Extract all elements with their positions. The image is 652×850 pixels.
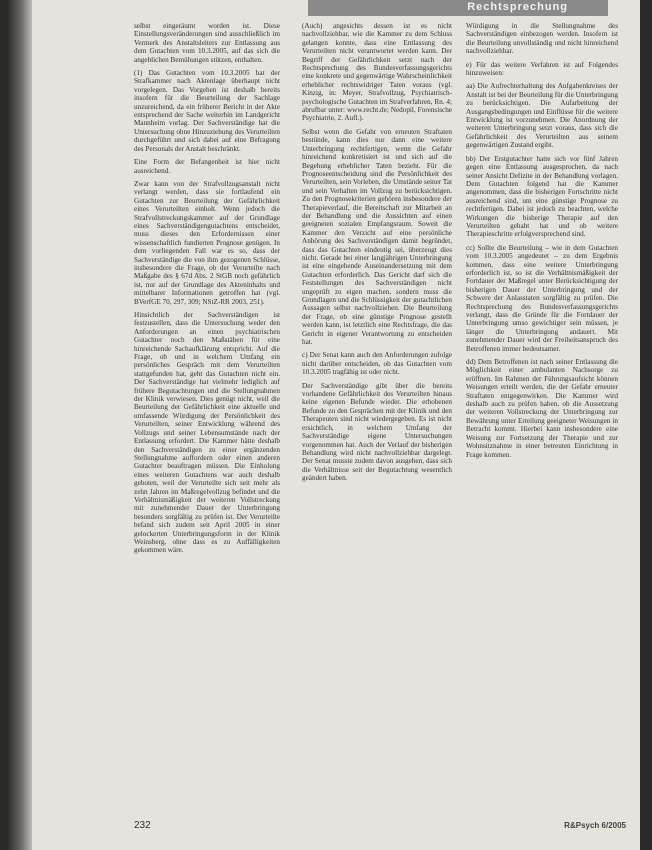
running-head (308, 0, 608, 16)
text-column-2 (302, 22, 452, 812)
paragraph: Selbst wenn die Gefahr von erneuten Straftaten bestünde, kann dies nur dann eine weitere Unterbringung rechtfertigen, wenn die Gefahr hinreichend konkretisiert ist und sich auf die Begehung erheblicher Taten bezieht. Für die Prognoseentscheidung sind die Persönlichkeit des Verurteilten, sein Vorleben, die Umstände seiner Tat und sein Verhalten im Vollzug zu berücksichtigen. Zu den Prognosekriterien gehören insbesondere der Therapieverlauf, die Bereitschaft zur Mitarbeit an der Behandlung und die Aussichten auf einen geeigneten sozialen Empfangsraum. Soweit die Kammer den Verzicht auf eine persönliche Anhörung des Sachverständigen damit begründet, dass das Gutachten eindeutig sei, überzeugt dies nicht. Gerade bei einer langjährigen Unterbringung ist eine eingehende Auseinandersetzung mit dem Gutachten erforderlich. Das Gericht darf sich die Feststellungen des Sachverständigen nicht ungeprüft zu eigen machen, sondern muss die Grundlagen und die Schlüssigkeit der gutachtlichen Aussagen selbst nachvollziehen. Die Beurteilung der Frage, ob eine günstige Prognose gestellt werden kann, ist letztlich eine Rechtsfrage, die das Gericht in eigener Verantwortung zu entscheiden hat. (302, 127, 452, 347)
paragraph: aa) Die Aufrechterhaltung des Aufgabenkreises der Anstalt ist bei der Beurteilung für die Unterbringung zu berücksichtigen. Die Aufarbeitung der Ausgangsbedingungen und Einflüsse für die weitere Entwicklung ist vorzunehmen. Die Anordnung der weiteren Unterbringung setzt voraus, dass sich die Gefährlichkeit des Verurteilten aus seinem gegenwärtigen Zustand ergibt. (466, 82, 618, 150)
text-column-1 (134, 22, 280, 812)
paragraph: bb) Der Erstgutachter hatte sich vor fünf Jahren gegen eine Entlassung ausgesprochen, da nach seiner Ansicht Defizite in der Behandlung vorlagen. Dem Gutachten folgend hat die Kammer angenommen, dass die bisherigen Fortschritte nicht ausreichend sind, um eine günstige Prognose zu rechtfertigen. Dabei ist jedoch zu beachten, welche Wirkungen die bisherige Therapie auf den Verurteilten gehabt hat und ob weitere Therapieschritte erfolgversprechend sind. (466, 154, 618, 239)
paragraph: cc) Sollte die Beurteilung – wie in dem Gutachten vom 10.3.2005 angedeutet – zu dem Ergebnis kommen, dass eine weitere Unterbringung erforderlich ist, so ist die Verhältnismäßigkeit der Fortdauer der Maßregel unter Berücksichtigung der bisherigen Dauer der Unterbringung und der Schwere der Anlasstaten sorgfältig zu prüfen. Die Rechtsprechung des Bundesverfassungsgerichts verlangt, dass die Gründe für die Fortdauer der Unterbringung umso gewichtiger sein müssen, je länger die Unterbringung andauert. Mit zunehmender Dauer wird der Freiheitsanspruch des Betroffenen immer bedeutsamer. (466, 243, 618, 353)
paragraph: dd) Dem Betroffenen ist nach seiner Entlassung die Möglichkeit einer ambulanten Nachsorge zu eröffnen. Im Rahmen der Führungsaufsicht können Weisungen erteilt werden, die der Gefahr erneuter Straftaten entgegenwirken. Die Kammer wird deshalb auch zu prüfen haben, ob die Aussetzung der weiteren Vollstreckung der Unterbringung zur Bewährung unter Erteilung geeigneter Weisungen in Betracht kommt. Hierbei kann insbesondere eine Weisung zur Fortsetzung der Therapie und zur Wohnsitznahme in einer betreuten Einrichtung in Frage kommen. (466, 358, 618, 459)
paragraph: Zwar kann von der Strafvollzugsanstalt nicht verlangt werden, dass sie fortlaufend ein Gutachten zur Beurteilung der Gefährlichkeit eines Verurteilten einholt. Wenn jedoch die Strafvollstreckungskammer auf der Grundlage eines Sachverständigengutachtens entscheidet, muss dieses den Erfordernissen einer wissenschaftlich fundierten Prognose genügen. In dem vorliegenden Fall war es so, dass der Sachverständige die von ihm gezogenen Schlüsse, insbesondere die Frage, ob der Verurteilte nach Maßgabe des § 67d Abs. 2 StGB noch gefährlich ist, nur auf der Grundlage des Akteninhalts und mittelbarer Informationen getroffen hat (vgl. BVerfGE 70, 297, 309; NStZ-RR 2003, 251). (134, 179, 280, 306)
paragraph: Eine Form der Befangenheit ist hier nicht ausreichend. (134, 158, 280, 175)
section-title: Rechtsprechung (467, 1, 568, 13)
book-gutter (8, 0, 32, 850)
paragraph: e) Für das weitere Verfahren ist auf Folgendes hinzuweisen: (466, 60, 618, 78)
paragraph: Hinsichtlich der Sachverständigen ist festzustellen, dass die Untersuchung weder den Anforderungen an einen psychiatrischen Gutachter noch den Maßstäben für eine hinreichende Sachaufklärung entspricht. Auf die Frage, ob und in welchem Umfang ein persönliches Gespräch mit dem Verurteilten stattgefunden hat, geht das Gutachten nicht ein. Der Sachverständige hat vielmehr lediglich auf frühere Begutachtungen und die Stellungnahmen der Klinik verwiesen. Dies genügt nicht, weil die Beurteilung der Gefährlichkeit eine aktuelle und umfassende Würdigung der Persönlichkeit des Verurteilten, seiner Entwicklung während des Vollzugs und seiner Lebensumstände nach der Entlassung erfordert. Die Kammer hätte deshalb den Sachverständigen zu einer ergänzenden Stellungnahme auffordern oder einen anderen Gutachter beauftragen müssen. Die Einholung eines weiteren Gutachtens war auch deshalb geboten, weil der Verurteilte sich seit mehr als zehn Jahren im Maßregelvollzug befindet und die Verhältnismäßigkeit der weiteren Vollstreckung mit zunehmender Dauer der Unterbringung besonders sorgfältig zu prüfen ist. Der Verurteilte befand sich zudem seit April 2005 in einer gelockerten Unterbringungsform in der Klinik Weinsberg, ohne dass es zu Auffälligkeiten gekommen wäre. (134, 311, 280, 555)
page-number: 232 (134, 820, 151, 831)
text-column-3 (466, 22, 618, 812)
paragraph: Der Sachverständige gibt über die bereits vorhandene Gefährlichkeit des Verurteilten hinaus keine eigenen Befunde wieder. Die erhobenen Befunde zu den Gesprächen mit der Klinik und den Therapeuten sind nicht wiedergegeben. Es ist nicht ersichtlich, in welchem Umfang der Sachverständige eigene Untersuchungen vorgenommen hat. Auch der Verlauf der bisherigen Behandlung wird nicht nachvollziehbar dargelegt. Der Senat musste zudem davon ausgehen, dass sich die Verhältnisse seit der Begutachtung wesentlich geändert haben. (302, 381, 452, 483)
paragraph: (1) Das Gutachten vom 10.3.2005 hat der Strafkammer nach Aktenlage überhaupt nicht vorgelegen. Das Vorgehen ist deshalb bereits insofern für die Beurteilung der Sachlage unzureichend, da ein früherer Bericht in der Akte entsprechend der Sache weiterhin im Landgericht Mannheim vorlag. Der Sachverständige hat die Untersuchung ohne Hinzuziehung des Verurteilten durchgeführt und sich dabei auf eine Befragung des Personals der Anstalt beschränkt. (134, 69, 280, 153)
paragraph: c) Der Senat kann auch den Anforderungen zufolge nicht darüber entscheiden, ob das Gutachten vom 10.3.2005 tragfähig ist oder nicht. (302, 351, 452, 377)
paragraph: selbst eingeräumt worden ist. Diese Einstellungsveränderungen sind ausschließlich im Vermerk des Anstaltsleiters zur Entlassung aus dem Gutachten vom 10.3.2005, auf das sich die angeblichen Bemühungen stützen, enthalten. (134, 22, 280, 64)
paragraph: (Auch) angesichts dessen ist es nicht nachvollziehbar, wie die Kammer zu dem Schluss gelangen konnte, dass eine Entlassung des Verurteilten nicht verantwortet werden kann. Der Begriff der Gefährlichkeit setzt nach der Rechtsprechung des Bundesverfassungsgerichts eine konkrete und gegenwärtige Wahrscheinlichkeit erheblicher rechtswidriger Taten voraus (vgl. Kinzig, in: Meyer, Strafvollzug, Psychiatrisch-psychologische Gutachten im Strafverfahren, Rn. 4; abrufbar unter: www.recht.de; Nedopil, Forensische Psychiatrie, 2. Aufl.). (302, 22, 452, 123)
journal-issue: R&Psych 6/2005 (564, 821, 626, 830)
paragraph: Würdigung in die Stellungnahme des Sachverständigen einbezogen werden. Insofern ist die Beurteilung unvollständig und nicht hinreichend nachvollziehbar. (466, 22, 618, 56)
journal-page (8, 0, 640, 850)
